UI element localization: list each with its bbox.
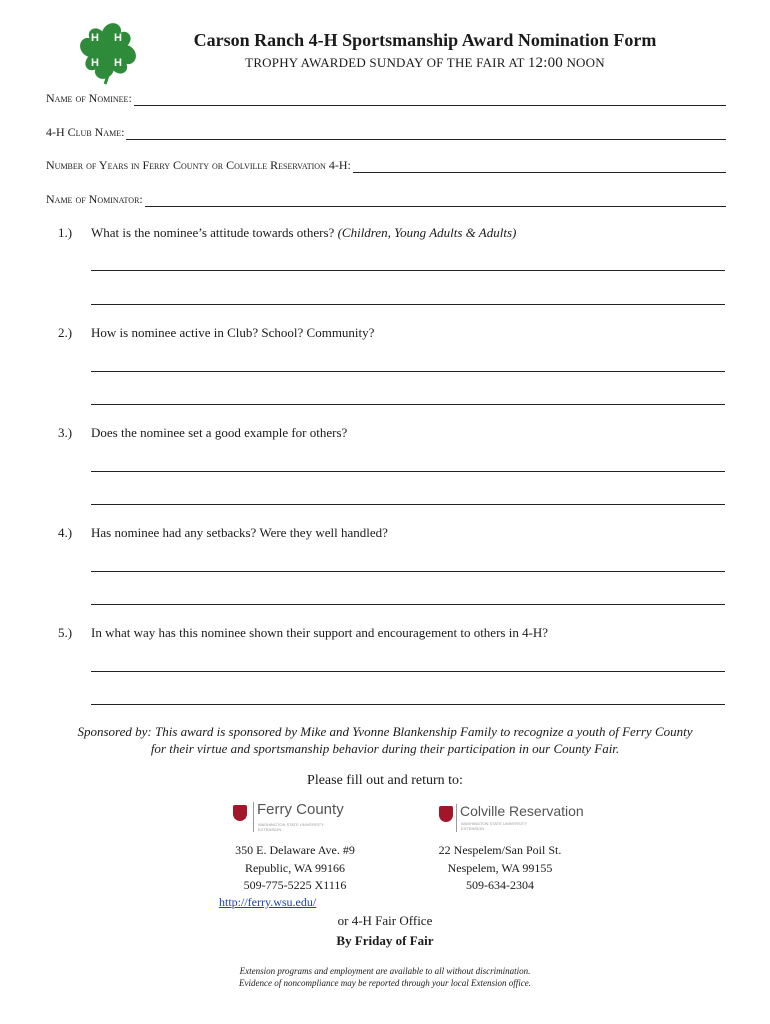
clover-letter-h: H bbox=[91, 57, 99, 69]
answer-line[interactable] bbox=[91, 571, 725, 572]
question-note: (Children, Young Adults & Adults) bbox=[337, 225, 517, 240]
answer-line[interactable] bbox=[91, 304, 725, 305]
answer-line[interactable] bbox=[91, 404, 725, 405]
question-text: Has nominee had any setbacks? Were they well handled? bbox=[91, 525, 388, 540]
question-text: How is nominee active in Club? School? Community? bbox=[91, 325, 375, 340]
org-sub: WASHINGTON STATE UNIVERSITY bbox=[258, 822, 324, 827]
address-line: Republic, WA 99166 bbox=[244, 860, 346, 875]
deadline-text: By Friday of Fair bbox=[336, 933, 434, 948]
answer-line[interactable] bbox=[91, 604, 725, 605]
question-text: In what way has this nominee shown their support and encouragement to others in 4-H? bbox=[91, 625, 549, 640]
org-name: Colville Reservation bbox=[460, 803, 584, 819]
answer-line[interactable] bbox=[91, 371, 725, 372]
return-heading: Please fill out and return to: bbox=[307, 773, 463, 788]
address-line: Nespelem, WA 99155 bbox=[447, 860, 553, 875]
answer-line[interactable] bbox=[91, 704, 725, 705]
question-text: Does the nominee set a good example for others? bbox=[91, 425, 348, 440]
question-number: 3.) bbox=[58, 425, 73, 440]
org-sub: WASHINGTON STATE UNIVERSITY bbox=[461, 821, 527, 826]
club-name-label: 4-H Club Name: bbox=[46, 125, 125, 139]
clover-letter-h: H bbox=[114, 32, 122, 44]
years-label: Number of Years in Ferry County or Colville Reservation 4-H: bbox=[46, 158, 351, 172]
nominator-name-line[interactable] bbox=[145, 194, 726, 207]
question-number: 4.) bbox=[58, 525, 73, 540]
form-title: Carson Ranch 4-H Sportsmanship Award Nomination Form bbox=[193, 30, 657, 50]
ferry-county-extension-logo bbox=[233, 801, 373, 835]
years-field[interactable] bbox=[46, 158, 726, 173]
phone-number: 509-775-5225 X1116 bbox=[243, 878, 347, 892]
ferry-website-link[interactable]: http://ferry.wsu.edu/ bbox=[219, 895, 317, 909]
sponsor-line-2: for their virtue and sportsmanship behavior during their participation in our County Fair. bbox=[150, 741, 620, 756]
sponsor-line-1: Sponsored by: This award is sponsored by Mike and Yvonne Blankenship Family to recognize a youth of Ferry County bbox=[77, 724, 693, 739]
org-sub: EXTENSION bbox=[258, 827, 282, 832]
question-number: 1.) bbox=[58, 225, 73, 240]
question-number: 5.) bbox=[58, 625, 73, 640]
footer-line: Extension programs and employment are available to all without discrimination. bbox=[239, 966, 531, 976]
nominator-name-field[interactable] bbox=[46, 192, 726, 207]
clover-letter-h: H bbox=[114, 57, 122, 69]
footer-line: Evidence of noncompliance may be reported through your local Extension office. bbox=[238, 978, 531, 988]
sponsor-statement bbox=[40, 723, 730, 757]
answer-line[interactable] bbox=[91, 471, 725, 472]
nominator-name-label: Name of Nominator: bbox=[46, 192, 143, 206]
org-sub: EXTENSION bbox=[461, 826, 485, 831]
alt-return-text: or 4-H Fair Office bbox=[337, 913, 433, 928]
wsu-shield-icon bbox=[439, 806, 453, 822]
years-line[interactable] bbox=[353, 160, 726, 173]
answer-line[interactable] bbox=[91, 671, 725, 672]
phone-number: 509-634-2304 bbox=[466, 878, 534, 892]
wsu-shield-icon bbox=[233, 805, 247, 821]
clover-letter-h: H bbox=[91, 32, 99, 44]
address-line: 350 E. Delaware Ave. #9 bbox=[235, 843, 355, 857]
question-number: 2.) bbox=[58, 325, 73, 340]
address-line: 22 Nespelem/San Poil St. bbox=[438, 843, 562, 857]
nominee-name-field[interactable] bbox=[46, 91, 726, 106]
colville-reservation-extension-logo bbox=[439, 803, 589, 837]
footer-disclaimer bbox=[0, 965, 770, 989]
club-name-field[interactable] bbox=[46, 125, 726, 140]
question-text: What is the nominee’s attitude towards others? (Children, Young Adults & Adults) bbox=[91, 225, 517, 240]
club-name-line[interactable] bbox=[126, 127, 726, 140]
org-name: Ferry County bbox=[257, 801, 344, 818]
ferry-county-address bbox=[200, 842, 390, 895]
nominee-name-label: Name of Nominee: bbox=[46, 91, 132, 105]
answer-line[interactable] bbox=[91, 270, 725, 271]
form-subtitle: TROPHY AWARDED SUNDAY OF THE FAIR AT 12:00 NOON bbox=[245, 55, 605, 71]
nominee-name-line[interactable] bbox=[134, 93, 726, 106]
answer-line[interactable] bbox=[91, 504, 725, 505]
colville-address bbox=[410, 842, 590, 895]
